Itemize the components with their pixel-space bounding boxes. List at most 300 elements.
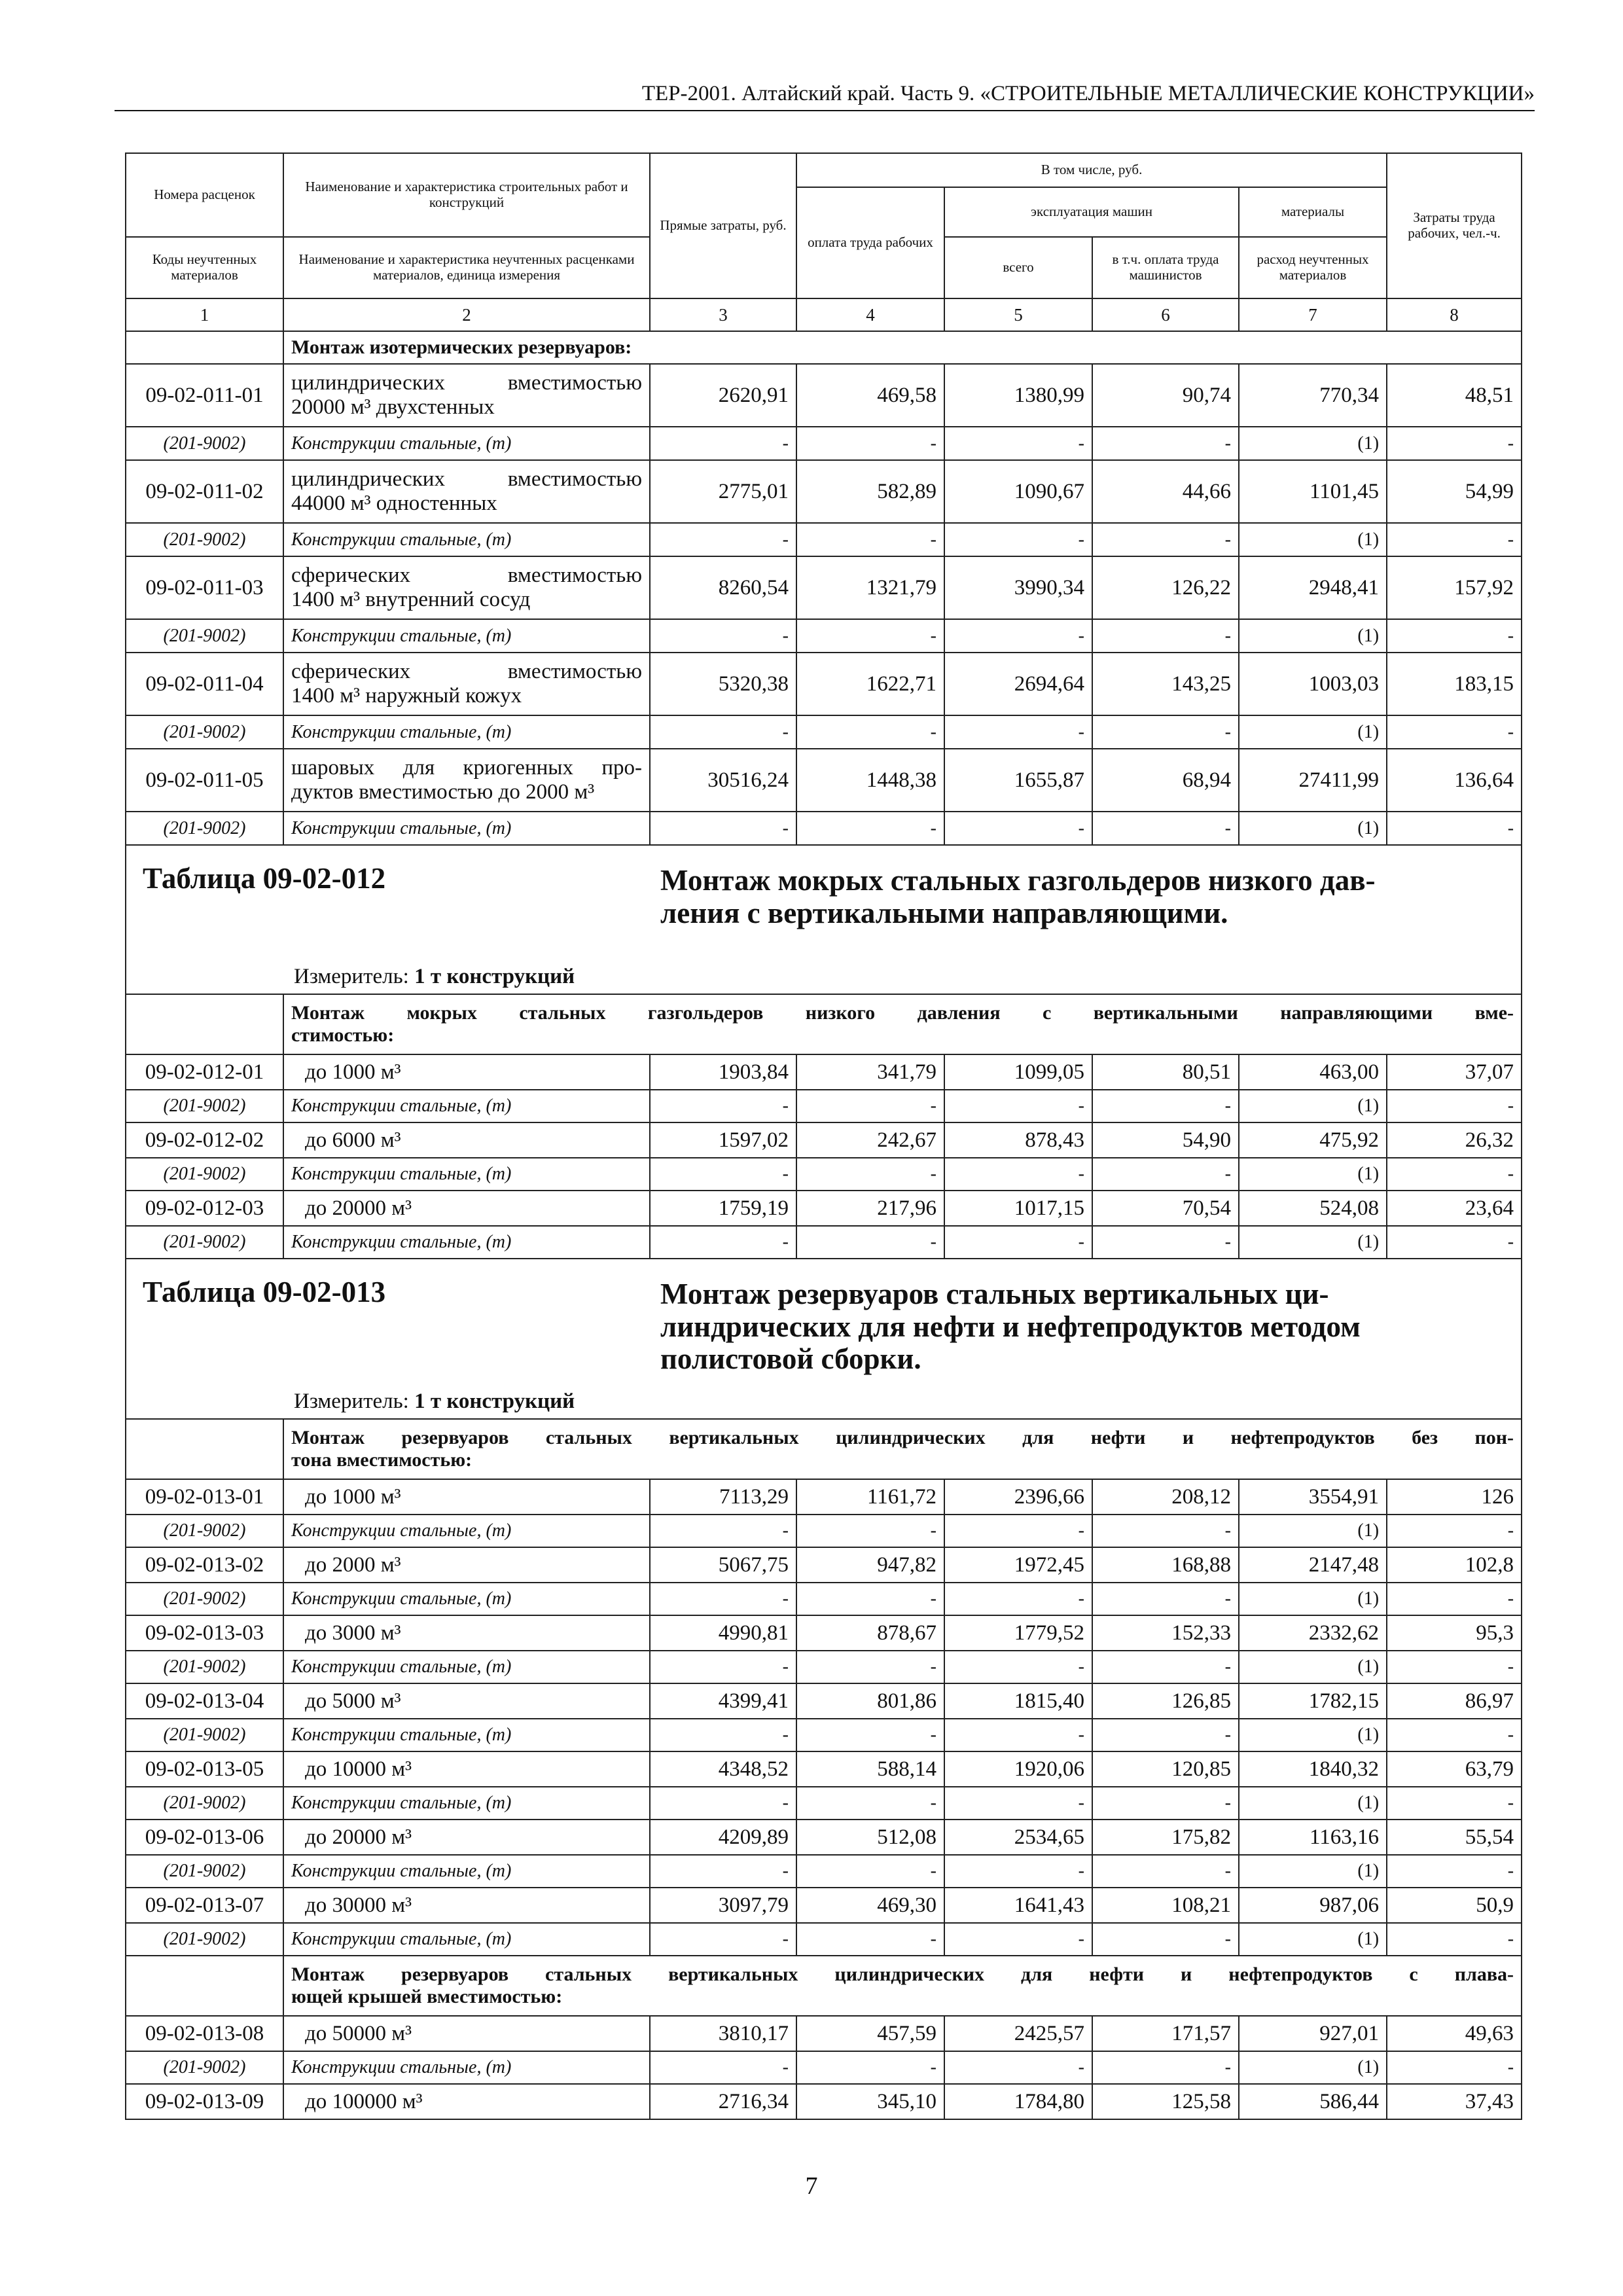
cost-value: 126 [1387,1479,1522,1515]
cost-value: 55,54 [1387,1820,1522,1855]
material-row [126,1226,1522,1259]
material-name: Конструкции стальные, (т) [283,1855,650,1888]
head-including: В том числе, руб. [796,153,1387,187]
cost-value: 157,92 [1387,556,1522,619]
cost-value: 4209,89 [650,1820,796,1855]
material-value: - [1387,1787,1522,1820]
price-code: 09-02-013-04 [126,1683,283,1719]
cost-value: 54,90 [1092,1122,1239,1158]
material-value: - [650,1158,796,1191]
cost-value: 469,58 [796,364,944,427]
head-direct: Прямые затраты, руб. [650,153,796,298]
price-code: 09-02-013-09 [126,2084,283,2119]
material-value: (1) [1239,427,1387,460]
material-value: - [944,1855,1092,1888]
col-number: 3 [650,298,796,331]
cost-value: 524,08 [1239,1191,1387,1226]
cost-value: 927,01 [1239,2016,1387,2051]
material-value: (1) [1239,1158,1387,1191]
material-row [126,1158,1522,1191]
material-name: Конструкции стальные, (т) [283,427,650,460]
material-value: - [796,715,944,749]
cost-value: 70,54 [1092,1191,1239,1226]
cost-value: 987,06 [1239,1888,1387,1923]
material-value: - [796,1583,944,1615]
running-header [115,73,1535,111]
material-value: - [796,1855,944,1888]
material-value: - [650,1651,796,1683]
work-name-line: сферических вместимостью [291,564,642,588]
material-value: - [650,427,796,460]
cost-value: 1622,71 [796,653,944,715]
cost-value: 1815,40 [944,1683,1092,1719]
cost-value: 27411,99 [1239,749,1387,812]
material-row [126,812,1522,845]
cost-value: 102,8 [1387,1547,1522,1583]
subtitle-line: стимостью: [291,1024,395,1046]
subtitle-line: ющей крышей вместимостью: [291,1986,563,2007]
section-subtitle [283,1419,1522,1479]
material-value: (1) [1239,619,1387,653]
table-label: Таблица 09-02-013 [143,1276,386,1308]
table-title-line: Монтаж мокрых стальных газгольдеров низкого дав- [660,864,1376,897]
material-value: - [796,619,944,653]
material-value: - [1092,1855,1239,1888]
cost-value: 463,00 [1239,1054,1387,1090]
price-code: 09-02-013-05 [126,1751,283,1787]
cost-value: 770,34 [1239,364,1387,427]
material-name: Конструкции стальные, (т) [283,1515,650,1547]
work-name-line: дуктов вместимостью до 2000 м³ [291,780,595,804]
cost-value: 50,9 [1387,1888,1522,1923]
cost-value: 7113,29 [650,1479,796,1515]
material-value: - [1092,1719,1239,1751]
price-row [126,1479,1522,1515]
material-value: - [944,1583,1092,1615]
material-value: - [1387,715,1522,749]
cost-value: 4399,41 [650,1683,796,1719]
material-code: (201-9002) [126,1515,283,1547]
material-value: - [650,1515,796,1547]
cost-value: 2775,01 [650,460,796,523]
head-name: Наименование и характеристика строительных работ и конструкций [283,153,650,237]
material-value: - [796,427,944,460]
cost-value: 175,82 [1092,1820,1239,1855]
work-name-line: сферических вместимостью [291,660,642,684]
cost-value: 2694,64 [944,653,1092,715]
table-title-line: Монтаж резервуаров стальных вертикальных ци- [660,1278,1329,1310]
cost-value: 1161,72 [796,1479,944,1515]
running-header-text: ТЕР-2001. Алтайский край. Часть 9. «СТРОИТЕЛЬНЫЕ МЕТАЛЛИЧЕСКИЕ КОНСТРУКЦИИ» [641,82,1535,105]
cost-value: 37,07 [1387,1054,1522,1090]
material-value: (1) [1239,1226,1387,1259]
cost-value: 26,32 [1387,1122,1522,1158]
material-value: (1) [1239,1515,1387,1547]
section-subtitle: Монтаж изотермических резервуаров: [283,331,1522,364]
cost-value: 108,21 [1092,1888,1239,1923]
material-value: - [1387,1158,1522,1191]
material-value: - [650,523,796,556]
material-value: - [944,619,1092,653]
work-name: до 5000 м³ [283,1683,650,1719]
material-value: - [944,1515,1092,1547]
material-value: - [1092,1515,1239,1547]
material-value: - [944,1226,1092,1259]
material-row [126,619,1522,653]
material-value: - [1092,1923,1239,1956]
measure-value: 1 т конструкций [414,1390,575,1414]
price-code: 09-02-013-03 [126,1615,283,1651]
price-table [125,152,1522,2120]
material-value: - [1387,1226,1522,1259]
cost-value: 90,74 [1092,364,1239,427]
material-value: (1) [1239,1651,1387,1683]
cost-value: 4990,81 [650,1615,796,1651]
price-code: 09-02-013-01 [126,1479,283,1515]
table-09-02-011 [126,331,1522,845]
work-name: до 100000 м³ [283,2084,650,2119]
material-value: - [650,1787,796,1820]
price-row [126,1820,1522,1855]
price-code: 09-02-012-01 [126,1054,283,1090]
material-value: - [1092,1158,1239,1191]
material-row [126,427,1522,460]
subtitle-line: тона вместимостью: [291,1449,473,1471]
cost-value: 2620,91 [650,364,796,427]
material-value: (1) [1239,1923,1387,1956]
work-name [283,364,650,427]
price-code: 09-02-011-03 [126,556,283,619]
material-value: - [650,1226,796,1259]
cost-value: 120,85 [1092,1751,1239,1787]
cost-value: 68,94 [1092,749,1239,812]
material-name: Конструкции стальные, (т) [283,619,650,653]
cost-value: 2716,34 [650,2084,796,2119]
material-value: - [1092,1651,1239,1683]
head-incl-operators: в т.ч. оплата труда машинистов [1092,237,1239,298]
cost-value: 1655,87 [944,749,1092,812]
material-value: - [796,1158,944,1191]
work-name: до 1000 м³ [283,1479,650,1515]
material-row [126,715,1522,749]
price-row [126,1054,1522,1090]
cost-value: 1101,45 [1239,460,1387,523]
cost-value: 512,08 [796,1820,944,1855]
work-name [283,460,650,523]
price-row [126,653,1522,715]
measure [294,1390,575,1414]
price-code: 09-02-013-08 [126,2016,283,2051]
cost-value: 126,22 [1092,556,1239,619]
material-value: - [1092,1787,1239,1820]
material-row [126,1855,1522,1888]
material-value: - [944,715,1092,749]
table-title [660,865,1472,929]
material-value: - [1092,523,1239,556]
material-value: - [796,523,944,556]
cost-value: 5067,75 [650,1547,796,1583]
price-code: 09-02-013-06 [126,1820,283,1855]
price-row [126,1683,1522,1719]
material-value: - [796,1515,944,1547]
cost-value: 8260,54 [650,556,796,619]
cost-value: 588,14 [796,1751,944,1787]
table-09-02-012 [126,845,1522,1259]
cost-value: 171,57 [1092,2016,1239,2051]
material-value: - [796,1787,944,1820]
material-value: - [796,1226,944,1259]
material-code: (201-9002) [126,1651,283,1683]
material-value: - [944,1787,1092,1820]
subtitle-line: Монтаж мокрых стальных газгольдеров низкого давления с вертикальными направляющими вме- [291,1002,1514,1024]
cost-value: 1003,03 [1239,653,1387,715]
material-value: - [1387,1855,1522,1888]
price-row [126,2084,1522,2119]
cost-value: 1163,16 [1239,1820,1387,1855]
material-value: - [944,1651,1092,1683]
material-code: (201-9002) [126,1226,283,1259]
cost-value: 1321,79 [796,556,944,619]
work-name-line: шаровых для криогенных про- [291,756,642,780]
material-value: - [944,1090,1092,1122]
material-row [126,1923,1522,1956]
cost-value: 63,79 [1387,1751,1522,1787]
cost-value: 2332,62 [1239,1615,1387,1651]
table-title-line: линдрических для нефти и нефтепродуктов методом [660,1310,1361,1343]
head-codes: Номера расценок [126,153,283,237]
material-value: - [650,1583,796,1615]
work-name: до 20000 м³ [283,1191,650,1226]
measure [294,965,575,989]
price-row [126,1191,1522,1226]
cost-value: 242,67 [796,1122,944,1158]
cost-value: 95,3 [1387,1615,1522,1651]
price-code: 09-02-013-02 [126,1547,283,1583]
work-name: до 1000 м³ [283,1054,650,1090]
cost-value: 3554,91 [1239,1479,1387,1515]
material-value: - [1092,1226,1239,1259]
price-code: 09-02-012-03 [126,1191,283,1226]
cost-value: 582,89 [796,460,944,523]
material-value: - [796,1651,944,1683]
material-value: - [796,2051,944,2084]
table-09-02-013 [126,1259,1522,1956]
cost-value: 168,88 [1092,1547,1239,1583]
material-row [126,1515,1522,1547]
material-code: (201-9002) [126,812,283,845]
material-value: - [1387,523,1522,556]
page-number: 7 [805,2172,818,2200]
material-value: - [944,1923,1092,1956]
head-total: всего [944,237,1092,298]
cost-value: 1784,80 [944,2084,1092,2119]
cost-value: 54,99 [1387,460,1522,523]
material-name: Конструкции стальные, (т) [283,715,650,749]
material-code: (201-9002) [126,1719,283,1751]
table-title [660,1278,1472,1376]
material-value: - [944,812,1092,845]
material-value: - [1387,812,1522,845]
material-code: (201-9002) [126,715,283,749]
work-name-line: 20000 м³ двухстенных [291,395,495,419]
cost-value: 475,92 [1239,1122,1387,1158]
material-value: - [1092,812,1239,845]
material-value: - [650,812,796,845]
material-row [126,1090,1522,1122]
material-value: - [1387,2051,1522,2084]
material-value: - [944,523,1092,556]
material-value: - [1387,1090,1522,1122]
work-name-line: 44000 м³ одностенных [291,492,497,515]
measure-label: Измеритель: [294,1390,409,1414]
price-code: 09-02-011-02 [126,460,283,523]
col-number: 4 [796,298,944,331]
material-name: Конструкции стальные, (т) [283,523,650,556]
material-value: - [1387,427,1522,460]
subtitle-line: Монтаж резервуаров стальных вертикальных цилиндрических для нефти и нефтепродуктов без пон- [291,1427,1514,1449]
material-code: (201-9002) [126,1090,283,1122]
cost-value: 2534,65 [944,1820,1092,1855]
table-caption [126,1259,1522,1419]
cost-value: 801,86 [796,1683,944,1719]
work-name: до 20000 м³ [283,1820,650,1855]
material-code: (201-9002) [126,1923,283,1956]
material-value: - [796,1090,944,1122]
price-row [126,1615,1522,1651]
cost-value: 2425,57 [944,2016,1092,2051]
table-title-line: полистовой сборки. [660,1342,921,1375]
cost-value: 208,12 [1092,1479,1239,1515]
material-code: (201-9002) [126,523,283,556]
price-row [126,1751,1522,1787]
cost-value: 3097,79 [650,1888,796,1923]
head-mat-names: Наименование и характеристика неучтенных расценками материалов, единица измерения [283,237,650,298]
material-row [126,1719,1522,1751]
cost-value: 1759,19 [650,1191,796,1226]
material-value: - [650,1855,796,1888]
material-code: (201-9002) [126,427,283,460]
cost-value: 44,66 [1092,460,1239,523]
material-value: - [796,812,944,845]
head-labor-cost: Затраты труда рабочих, чел.-ч. [1387,153,1522,298]
material-row [126,2051,1522,2084]
material-value: - [944,427,1092,460]
material-row [126,523,1522,556]
head-unaccounted: расход неучтенных материалов [1239,237,1387,298]
col-number: 7 [1239,298,1387,331]
work-name [283,653,650,715]
cost-value: 2396,66 [944,1479,1092,1515]
price-row [126,556,1522,619]
material-value: - [650,1719,796,1751]
work-name-line: 1400 м³ наружный кожух [291,684,522,708]
work-name-line: цилиндрических вместимостью [291,467,642,492]
material-name: Конструкции стальные, (т) [283,1226,650,1259]
material-code: (201-9002) [126,2051,283,2084]
cost-value: 136,64 [1387,749,1522,812]
cost-value: 457,59 [796,2016,944,2051]
work-name-line: 1400 м³ внутренний сосуд [291,588,531,611]
cost-value: 1972,45 [944,1547,1092,1583]
head-mat-codes: Коды неучтенных материалов [126,237,283,298]
cost-value: 143,25 [1092,653,1239,715]
material-name: Конструкции стальные, (т) [283,1158,650,1191]
material-name: Конструкции стальные, (т) [283,1787,650,1820]
material-value: (1) [1239,2051,1387,2084]
work-name [283,556,650,619]
material-value: - [1092,715,1239,749]
cost-value: 23,64 [1387,1191,1522,1226]
material-value: - [650,1090,796,1122]
cost-value: 2147,48 [1239,1547,1387,1583]
material-value: (1) [1239,1787,1387,1820]
cost-value: 1448,38 [796,749,944,812]
section-subtitle [283,994,1522,1054]
material-value: - [650,1923,796,1956]
price-code: 09-02-012-02 [126,1122,283,1158]
cost-value: 37,43 [1387,2084,1522,2119]
table-title-line: ления с вертикальными направляющими. [660,896,1228,929]
material-row [126,1583,1522,1615]
col-number: 6 [1092,298,1239,331]
price-row [126,2016,1522,2051]
material-name: Конструкции стальные, (т) [283,1583,650,1615]
cost-value: 48,51 [1387,364,1522,427]
price-row [126,460,1522,523]
material-value: (1) [1239,1583,1387,1615]
material-value: - [1387,1719,1522,1751]
cost-value: 947,82 [796,1547,944,1583]
material-row [126,1787,1522,1820]
table-label: Таблица 09-02-012 [143,862,386,895]
head-materials: материалы [1239,187,1387,237]
col-number: 1 [126,298,283,331]
cost-value: 1779,52 [944,1615,1092,1651]
cost-value: 1597,02 [650,1122,796,1158]
material-name: Конструкции стальные, (т) [283,1651,650,1683]
cost-value: 878,67 [796,1615,944,1651]
material-value: - [1092,2051,1239,2084]
cost-value: 4348,52 [650,1751,796,1787]
work-name: до 2000 м³ [283,1547,650,1583]
material-value: - [1387,1651,1522,1683]
material-name: Конструкции стальные, (т) [283,1719,650,1751]
cost-value: 341,79 [796,1054,944,1090]
cost-value: 152,33 [1092,1615,1239,1651]
measure-label: Измеритель: [294,965,409,989]
table-09-02-013-floating [126,1956,1522,2119]
cost-value: 2948,41 [1239,556,1387,619]
cost-value: 1903,84 [650,1054,796,1090]
price-row [126,749,1522,812]
material-value: - [1092,427,1239,460]
cost-value: 126,85 [1092,1683,1239,1719]
material-value: (1) [1239,1090,1387,1122]
material-value: (1) [1239,523,1387,556]
material-value: (1) [1239,1855,1387,1888]
cost-value: 1641,43 [944,1888,1092,1923]
cost-value: 1782,15 [1239,1683,1387,1719]
work-name: до 3000 м³ [283,1615,650,1651]
material-value: - [944,2051,1092,2084]
cost-value: 80,51 [1092,1054,1239,1090]
material-value: - [1387,619,1522,653]
cost-value: 3990,34 [944,556,1092,619]
cost-value: 1840,32 [1239,1751,1387,1787]
material-value: - [650,619,796,653]
material-value: - [650,715,796,749]
work-name [283,749,650,812]
